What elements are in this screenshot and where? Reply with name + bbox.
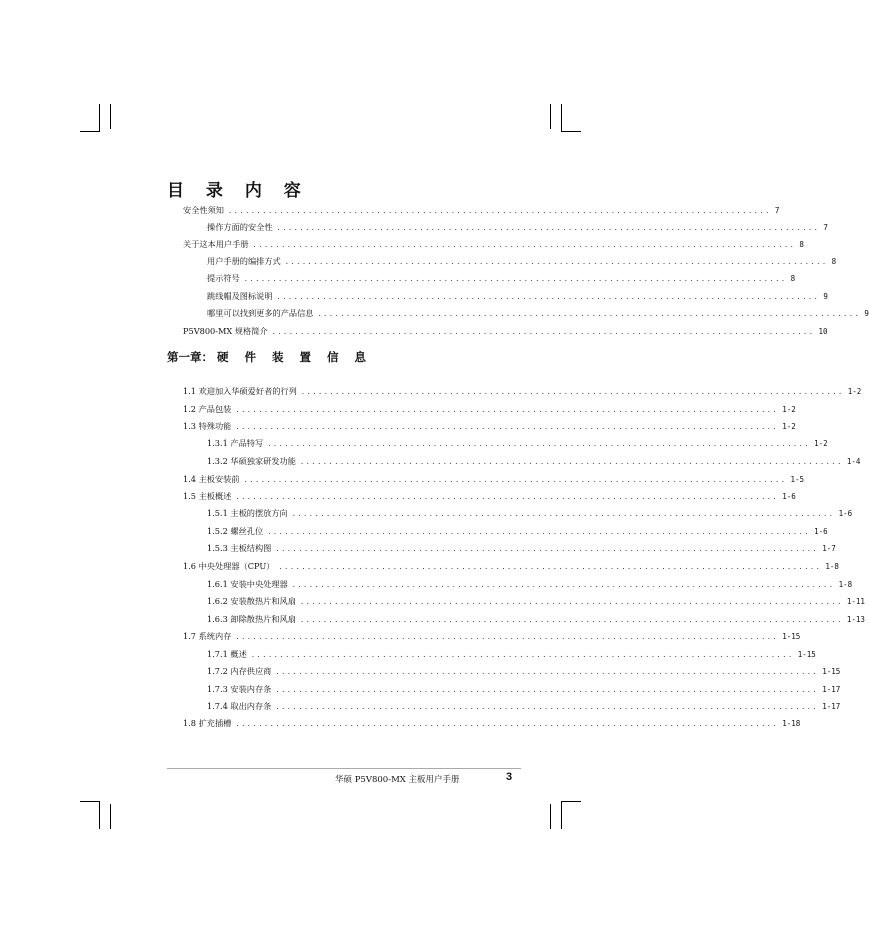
toc-page-number: 7 bbox=[774, 206, 780, 215]
toc-row[interactable] bbox=[207, 221, 828, 233]
dot-leader: ............................................................................................... bbox=[235, 493, 779, 501]
toc-row[interactable] bbox=[183, 630, 801, 642]
toc-page-number: 1-18 bbox=[782, 719, 801, 728]
toc-entry-label: 1.7.3 安装内存条 bbox=[207, 684, 272, 694]
toc-entry-label: 1.8 扩充插槽 bbox=[183, 718, 232, 728]
toc-row[interactable] bbox=[207, 578, 853, 590]
toc-page-number: 1-2 bbox=[782, 422, 796, 431]
dot-leader: ............................................................................................... bbox=[317, 310, 861, 318]
dot-leader: ............................................................................................... bbox=[235, 720, 779, 728]
toc-page-number: 1-6 bbox=[838, 509, 853, 518]
toc-entry-label: 1.6 中央处理器（CPU） bbox=[183, 561, 275, 571]
footer-divider bbox=[167, 768, 521, 769]
toc-row[interactable] bbox=[207, 290, 828, 302]
toc-entry-label: 1.3.2 华硕独家研发功能 bbox=[207, 456, 296, 466]
dot-leader: ............................................................................................... bbox=[267, 440, 811, 448]
dot-leader: ............................................................................................... bbox=[235, 423, 779, 431]
toc-entry-label: 1.7 系统内存 bbox=[183, 631, 232, 641]
dot-leader: ............................................................................................... bbox=[299, 616, 843, 624]
toc-page-number: 1-4 bbox=[846, 457, 861, 466]
toc-row[interactable] bbox=[183, 490, 796, 502]
toc-page-number: 1-8 bbox=[838, 580, 853, 589]
toc-page-number: 8 bbox=[790, 274, 796, 283]
toc-row[interactable] bbox=[207, 595, 865, 607]
toc-row[interactable] bbox=[207, 683, 841, 695]
toc-entry-label: 1.1 欢迎加入华硕爱好者的行列 bbox=[183, 386, 297, 396]
dot-leader: ............................................................................................... bbox=[276, 224, 820, 232]
dot-leader: ............................................................................................... bbox=[275, 703, 819, 711]
toc-entry-label: 提示符号 bbox=[207, 273, 240, 283]
toc-page-number: 1-11 bbox=[846, 597, 865, 606]
toc-page-number: 1-15 bbox=[797, 650, 816, 659]
toc-entry-label: 1.7.1 概述 bbox=[207, 649, 247, 659]
footer-manual-title: 华硕 P5V800-MX 主板用户手册 bbox=[335, 775, 460, 785]
toc-entry-label: 关于这本用户手册 bbox=[183, 239, 249, 249]
toc-entry-label: 1.5.2 螺丝孔位 bbox=[207, 526, 264, 536]
toc-entry-label: 1.5.3 主板结构图 bbox=[207, 543, 272, 553]
toc-row[interactable] bbox=[183, 560, 839, 572]
toc-entry-label: 哪里可以找到更多的产品信息 bbox=[207, 308, 314, 318]
dot-leader: ............................................................................................... bbox=[227, 207, 771, 215]
toc-page-number: 7 bbox=[823, 223, 828, 232]
toc-row[interactable] bbox=[207, 455, 861, 467]
toc-row[interactable] bbox=[207, 648, 816, 660]
toc-entry-label: 操作方面的安全性 bbox=[207, 222, 273, 232]
toc-page-number: 1-13 bbox=[846, 615, 865, 624]
toc-page-number: 1-15 bbox=[822, 667, 841, 676]
dot-leader: ............................................................................................... bbox=[250, 651, 794, 659]
toc-entry-label: 1.4 主板安装前 bbox=[183, 474, 240, 484]
toc-entry-label: 1.6.2 安装散热片和风扇 bbox=[207, 596, 296, 606]
dot-leader: ............................................................................................... bbox=[235, 633, 779, 641]
chapter-heading bbox=[167, 349, 372, 365]
toc-page-number: 1-7 bbox=[822, 544, 836, 553]
toc-row[interactable] bbox=[183, 717, 801, 729]
toc-page-number: 8 bbox=[831, 257, 837, 266]
page-title: 目 录 内 容 bbox=[167, 181, 309, 201]
toc-entry-label: 1.3 特殊功能 bbox=[183, 421, 232, 431]
toc-page-number: 1-2 bbox=[814, 439, 828, 448]
toc-entry-label: 安全性须知 bbox=[183, 205, 224, 215]
toc-entry-label: 1.7.4 取出内存条 bbox=[207, 701, 272, 711]
dot-leader: ............................................................................................... bbox=[271, 328, 815, 336]
dot-leader: ............................................................................................... bbox=[275, 668, 819, 676]
toc-row[interactable] bbox=[183, 403, 796, 415]
toc-entry-label: 跳线帽及图标说明 bbox=[207, 291, 273, 301]
toc-entry-label: 1.6.1 安装中央处理器 bbox=[207, 579, 288, 589]
toc-entry-label: 用户手册的编排方式 bbox=[207, 256, 281, 266]
toc-row[interactable] bbox=[183, 473, 804, 485]
dot-leader: ............................................................................................... bbox=[267, 528, 811, 536]
toc-entry-label: 1.2 产品包装 bbox=[183, 404, 232, 414]
toc-row[interactable] bbox=[207, 437, 828, 449]
toc-row[interactable] bbox=[183, 238, 804, 250]
toc-row[interactable] bbox=[207, 665, 841, 677]
toc-page-number: 1-6 bbox=[814, 527, 828, 536]
dot-leader: ............................................................................................... bbox=[291, 581, 835, 589]
footer-page-number: 3 bbox=[506, 771, 513, 783]
toc-row[interactable] bbox=[183, 204, 780, 216]
toc-row[interactable] bbox=[207, 542, 836, 554]
toc-entry-label: P5V800-MX 规格简介 bbox=[183, 326, 268, 336]
toc-entry-label: 1.5.1 主板的摆放方向 bbox=[207, 508, 288, 518]
toc-page-number: 9 bbox=[864, 309, 869, 318]
toc-page-number: 1-17 bbox=[822, 702, 841, 711]
toc-row[interactable] bbox=[207, 255, 837, 267]
toc-entry-label: 1.3.1 产品特写 bbox=[207, 438, 264, 448]
chapter-prefix: 第一章： bbox=[167, 350, 213, 364]
dot-leader: ............................................................................................... bbox=[299, 598, 843, 606]
toc-page-number: 1-15 bbox=[782, 632, 801, 641]
toc-entry-label: 1.6.3 卸除散热片和风扇 bbox=[207, 614, 296, 624]
toc-page-number: 1-2 bbox=[847, 387, 862, 396]
toc-row[interactable] bbox=[207, 525, 828, 537]
chapter-title: 硬 件 装 置 信 息 bbox=[217, 350, 373, 364]
toc-row[interactable] bbox=[207, 613, 865, 625]
toc-row[interactable] bbox=[183, 325, 828, 337]
dot-leader: ............................................................................................... bbox=[284, 258, 828, 266]
dot-leader: ............................................................................................... bbox=[299, 458, 843, 466]
dot-leader: ............................................................................................... bbox=[235, 406, 779, 414]
dot-leader: ............................................................................................... bbox=[278, 563, 822, 571]
toc-page-number: 1-8 bbox=[825, 562, 839, 571]
toc-page-number: 10 bbox=[818, 327, 828, 336]
dot-leader: ............................................................................................... bbox=[252, 241, 796, 249]
dot-leader: ............................................................................................... bbox=[300, 388, 844, 396]
dot-leader: ............................................................................................... bbox=[275, 545, 819, 553]
toc-row[interactable] bbox=[183, 385, 862, 397]
dot-leader: ............................................................................................... bbox=[243, 476, 787, 484]
toc-row[interactable] bbox=[183, 420, 796, 432]
toc-entry-label: 1.7.2 内存供应商 bbox=[207, 666, 272, 676]
toc-row[interactable] bbox=[207, 507, 853, 519]
toc-page-number: 9 bbox=[823, 292, 828, 301]
toc-row[interactable] bbox=[207, 700, 841, 712]
toc-row[interactable] bbox=[207, 307, 869, 319]
toc-page-number: 1-17 bbox=[822, 685, 841, 694]
toc-page-number: 1-6 bbox=[782, 492, 796, 501]
toc-page-number: 1-5 bbox=[790, 475, 804, 484]
toc-page-number: 8 bbox=[799, 240, 804, 249]
dot-leader: ............................................................................................... bbox=[291, 510, 835, 518]
toc-row[interactable] bbox=[207, 272, 796, 284]
dot-leader: ............................................................................................... bbox=[276, 293, 820, 301]
dot-leader: ............................................................................................... bbox=[275, 686, 819, 694]
toc-page-number: 1-2 bbox=[782, 405, 796, 414]
toc-entry-label: 1.5 主板概述 bbox=[183, 491, 232, 501]
dot-leader: ............................................................................................... bbox=[243, 275, 787, 283]
